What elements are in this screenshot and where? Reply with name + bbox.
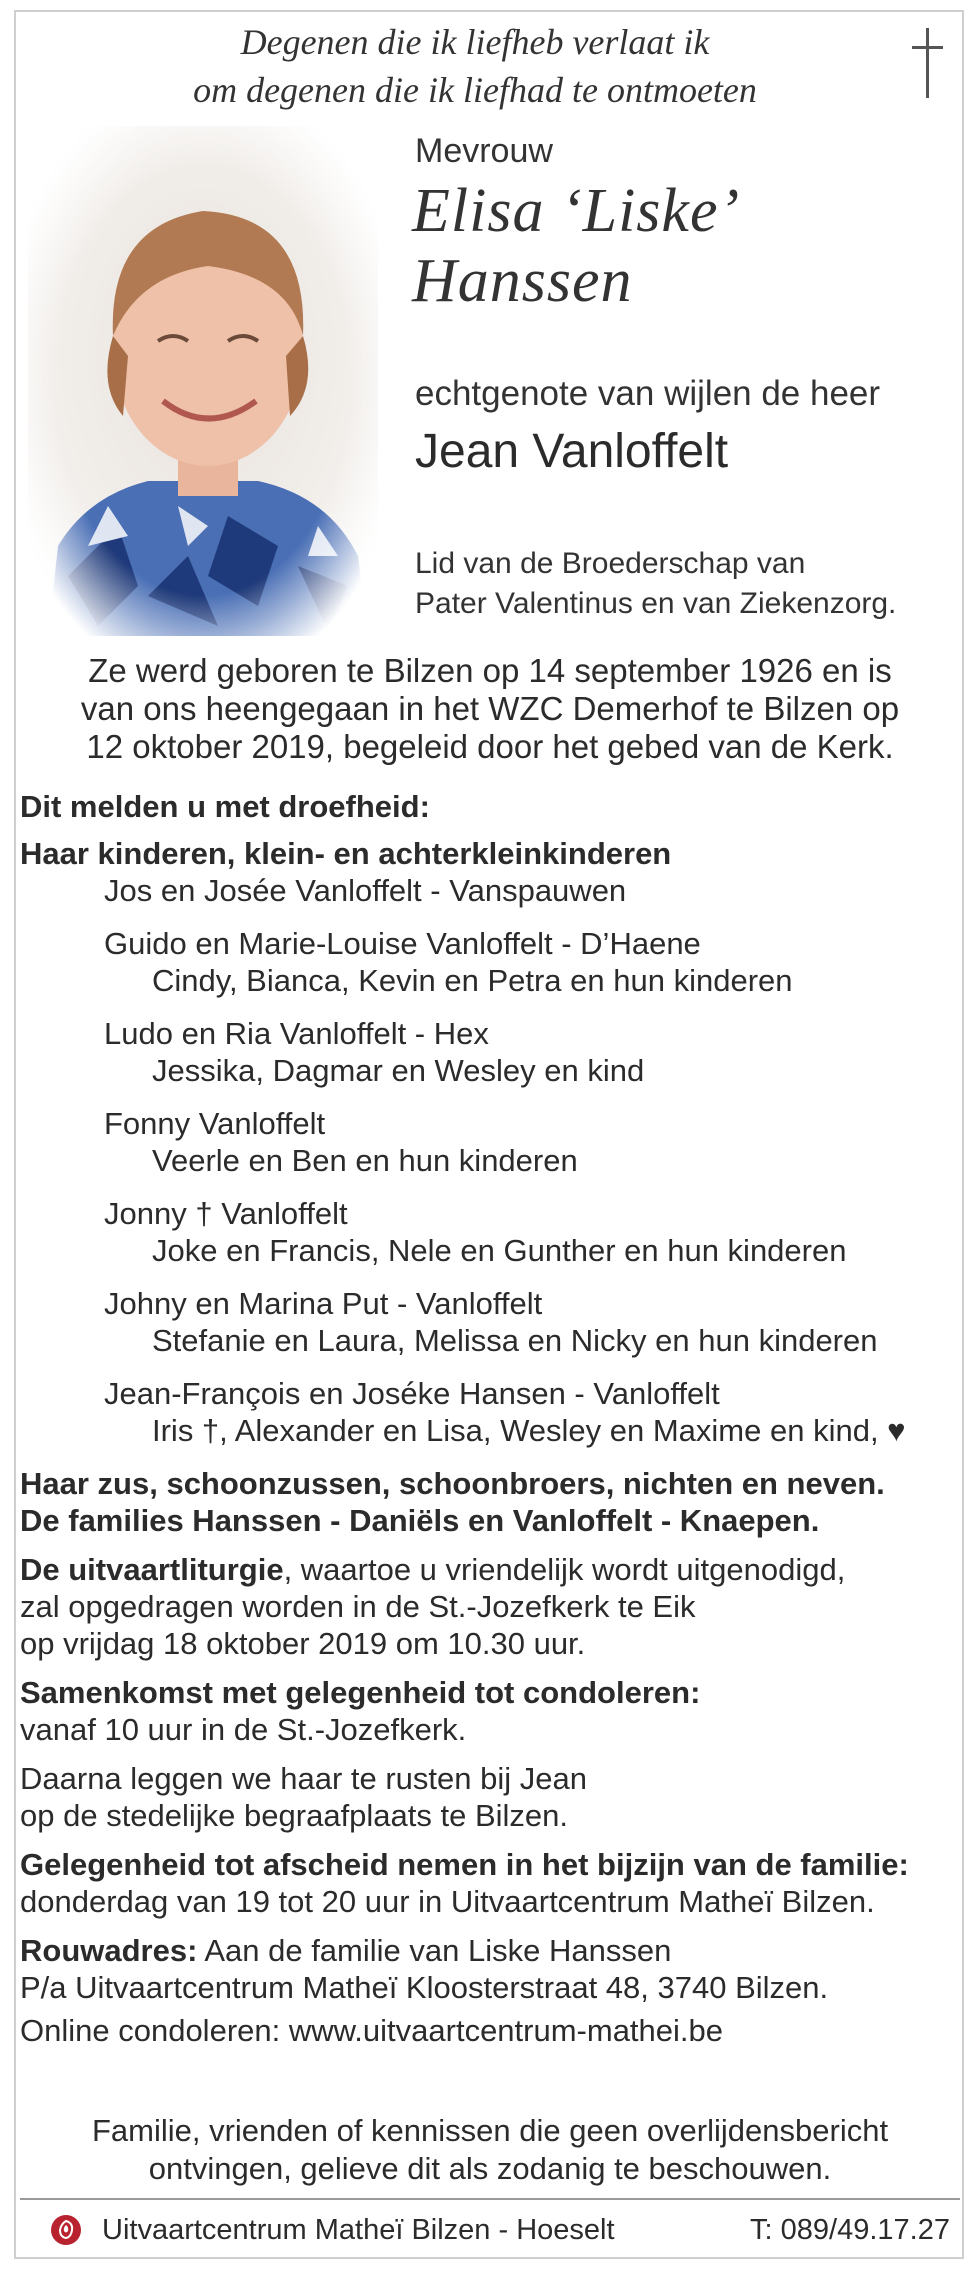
- company-phone: T: 089/49.17.27: [750, 2214, 950, 2246]
- family-entry: [20, 1015, 965, 1089]
- quote-line: Degenen die ik liefheb verlaat ik: [240, 22, 710, 62]
- deceased-last-name: Hanssen: [412, 247, 633, 315]
- family-parents: Johny en Marina Put - Vanloffelt: [104, 1286, 543, 1321]
- announcement-body: [20, 788, 965, 2049]
- memorial-quote: [190, 18, 760, 114]
- honorific: Mevrouw: [415, 132, 553, 170]
- other-relatives: [20, 1465, 965, 1539]
- announcement-heading: Dit melden u met droefheid:: [20, 789, 430, 824]
- family-children: Stefanie en Laura, Melissa en Nicky en hun kinderen: [152, 1323, 878, 1358]
- address-line: [20, 1932, 965, 1969]
- membership-line: Pater Valentinus en van Ziekenzorg.: [415, 587, 897, 620]
- family-entry: [20, 1285, 965, 1359]
- relatives-line: De families Hanssen - Daniëls en Vanloffelt - Knaepen.: [20, 1503, 820, 1538]
- address-label: Rouwadres:: [20, 1933, 198, 1968]
- family-parents: Jos en Josée Vanloffelt - Vanspauwen: [104, 873, 627, 908]
- company-name: Uitvaartcentrum Matheï Bilzen - Hoeselt: [102, 2214, 615, 2246]
- children-heading: Haar kinderen, klein- en achterkleinkinderen: [20, 836, 672, 871]
- family-entry: [20, 925, 965, 999]
- family-parents: Jonny † Vanloffelt: [104, 1196, 348, 1231]
- burial-section: [20, 1760, 965, 1834]
- cross-icon: [908, 28, 948, 98]
- family-parents: Jean-François en Joséke Hansen - Vanloffelt: [104, 1376, 720, 1411]
- online-condolence: Online condoleren: www.uitvaartcentrum-mathei.be: [20, 2013, 724, 2048]
- family-children: Joke en Francis, Nele en Gunther en hun kinderen: [152, 1233, 847, 1268]
- statement-line: Ze werd geboren te Bilzen op 14 september 1926 en is: [88, 652, 892, 689]
- spouse-name: Jean Vanloffelt: [415, 425, 729, 478]
- family-children: Cindy, Bianca, Kevin en Petra en hun kinderen: [152, 963, 793, 998]
- farewell-label: Gelegenheid tot afscheid nemen in het bijzijn van de familie:: [20, 1847, 909, 1882]
- family-children: Veerle en Ben en hun kinderen: [152, 1143, 578, 1178]
- quote-line: om degenen die ik liefhad te ontmoeten: [193, 70, 757, 110]
- membership: [415, 544, 896, 624]
- family-entry: [20, 1105, 965, 1179]
- funeral-line: op vrijdag 18 oktober 2019 om 10.30 uur.: [20, 1626, 586, 1661]
- family-parents: Fonny Vanloffelt: [104, 1106, 326, 1141]
- deceased-first-name: Elisa ‘Liske’: [412, 177, 741, 245]
- membership-line: Lid van de Broederschap van: [415, 547, 806, 580]
- burial-line: Daarna leggen we haar te rusten bij Jean: [20, 1761, 587, 1796]
- funeral-text: , waartoe u vriendelijk wordt uitgenodigd,: [283, 1552, 846, 1587]
- family-entry: [20, 1375, 965, 1449]
- funeral-line: [20, 1551, 965, 1588]
- statement-line: 12 oktober 2019, begeleid door het gebed van de Kerk.: [86, 728, 894, 765]
- relatives-line: Haar zus, schoonzussen, schoonbroers, nichten en neven.: [20, 1466, 885, 1501]
- footer-divider: [20, 2198, 960, 2200]
- gathering-label: Samenkomst met gelegenheid tot condoleren:: [20, 1675, 701, 1710]
- portrait-photo: [28, 126, 378, 636]
- family-parents: Guido en Marie-Louise Vanloffelt - D’Haene: [104, 926, 701, 961]
- funeral-line: zal opgedragen worden in de St.-Jozefkerk te Eik: [20, 1589, 696, 1624]
- family-children: Jessika, Dagmar en Wesley en kind: [152, 1053, 645, 1088]
- notice-line: ontvingen, gelieve dit als zodanig te beschouwen.: [148, 2151, 832, 2186]
- deceased-name: [412, 176, 740, 316]
- notice: [20, 2112, 960, 2188]
- family-parents: Ludo en Ria Vanloffelt - Hex: [104, 1016, 489, 1051]
- farewell-section: [20, 1846, 965, 1920]
- spouse-intro: echtgenote van wijlen de heer: [415, 374, 881, 413]
- gathering-section: [20, 1674, 965, 1748]
- family-children: Iris †, Alexander en Lisa, Wesley en Maxime en kind, ♥: [152, 1413, 906, 1448]
- footer: [50, 2210, 950, 2250]
- funeral-section: [20, 1551, 965, 1662]
- address-section: [20, 1932, 965, 2006]
- birth-death-statement: [20, 652, 960, 766]
- rose-logo-icon: [50, 2214, 82, 2246]
- farewell-line: donderdag van 19 tot 20 uur in Uitvaartcentrum Matheï Bilzen.: [20, 1884, 875, 1919]
- funeral-label: De uitvaartliturgie: [20, 1552, 284, 1587]
- family-entry: [20, 1195, 965, 1269]
- burial-line: op de stedelijke begraafplaats te Bilzen.: [20, 1798, 569, 1833]
- address-text: Aan de familie van Liske Hanssen: [197, 1933, 672, 1968]
- statement-line: van ons heengegaan in het WZC Demerhof te Bilzen op: [80, 690, 900, 727]
- address-line: P/a Uitvaartcentrum Matheï Kloosterstraat 48, 3740 Bilzen.: [20, 1970, 829, 2005]
- family-list: [20, 872, 965, 1449]
- gathering-line: vanaf 10 uur in de St.-Jozefkerk.: [20, 1712, 467, 1747]
- notice-line: Familie, vrienden of kennissen die geen overlijdensbericht: [91, 2113, 889, 2148]
- family-entry: [20, 872, 965, 909]
